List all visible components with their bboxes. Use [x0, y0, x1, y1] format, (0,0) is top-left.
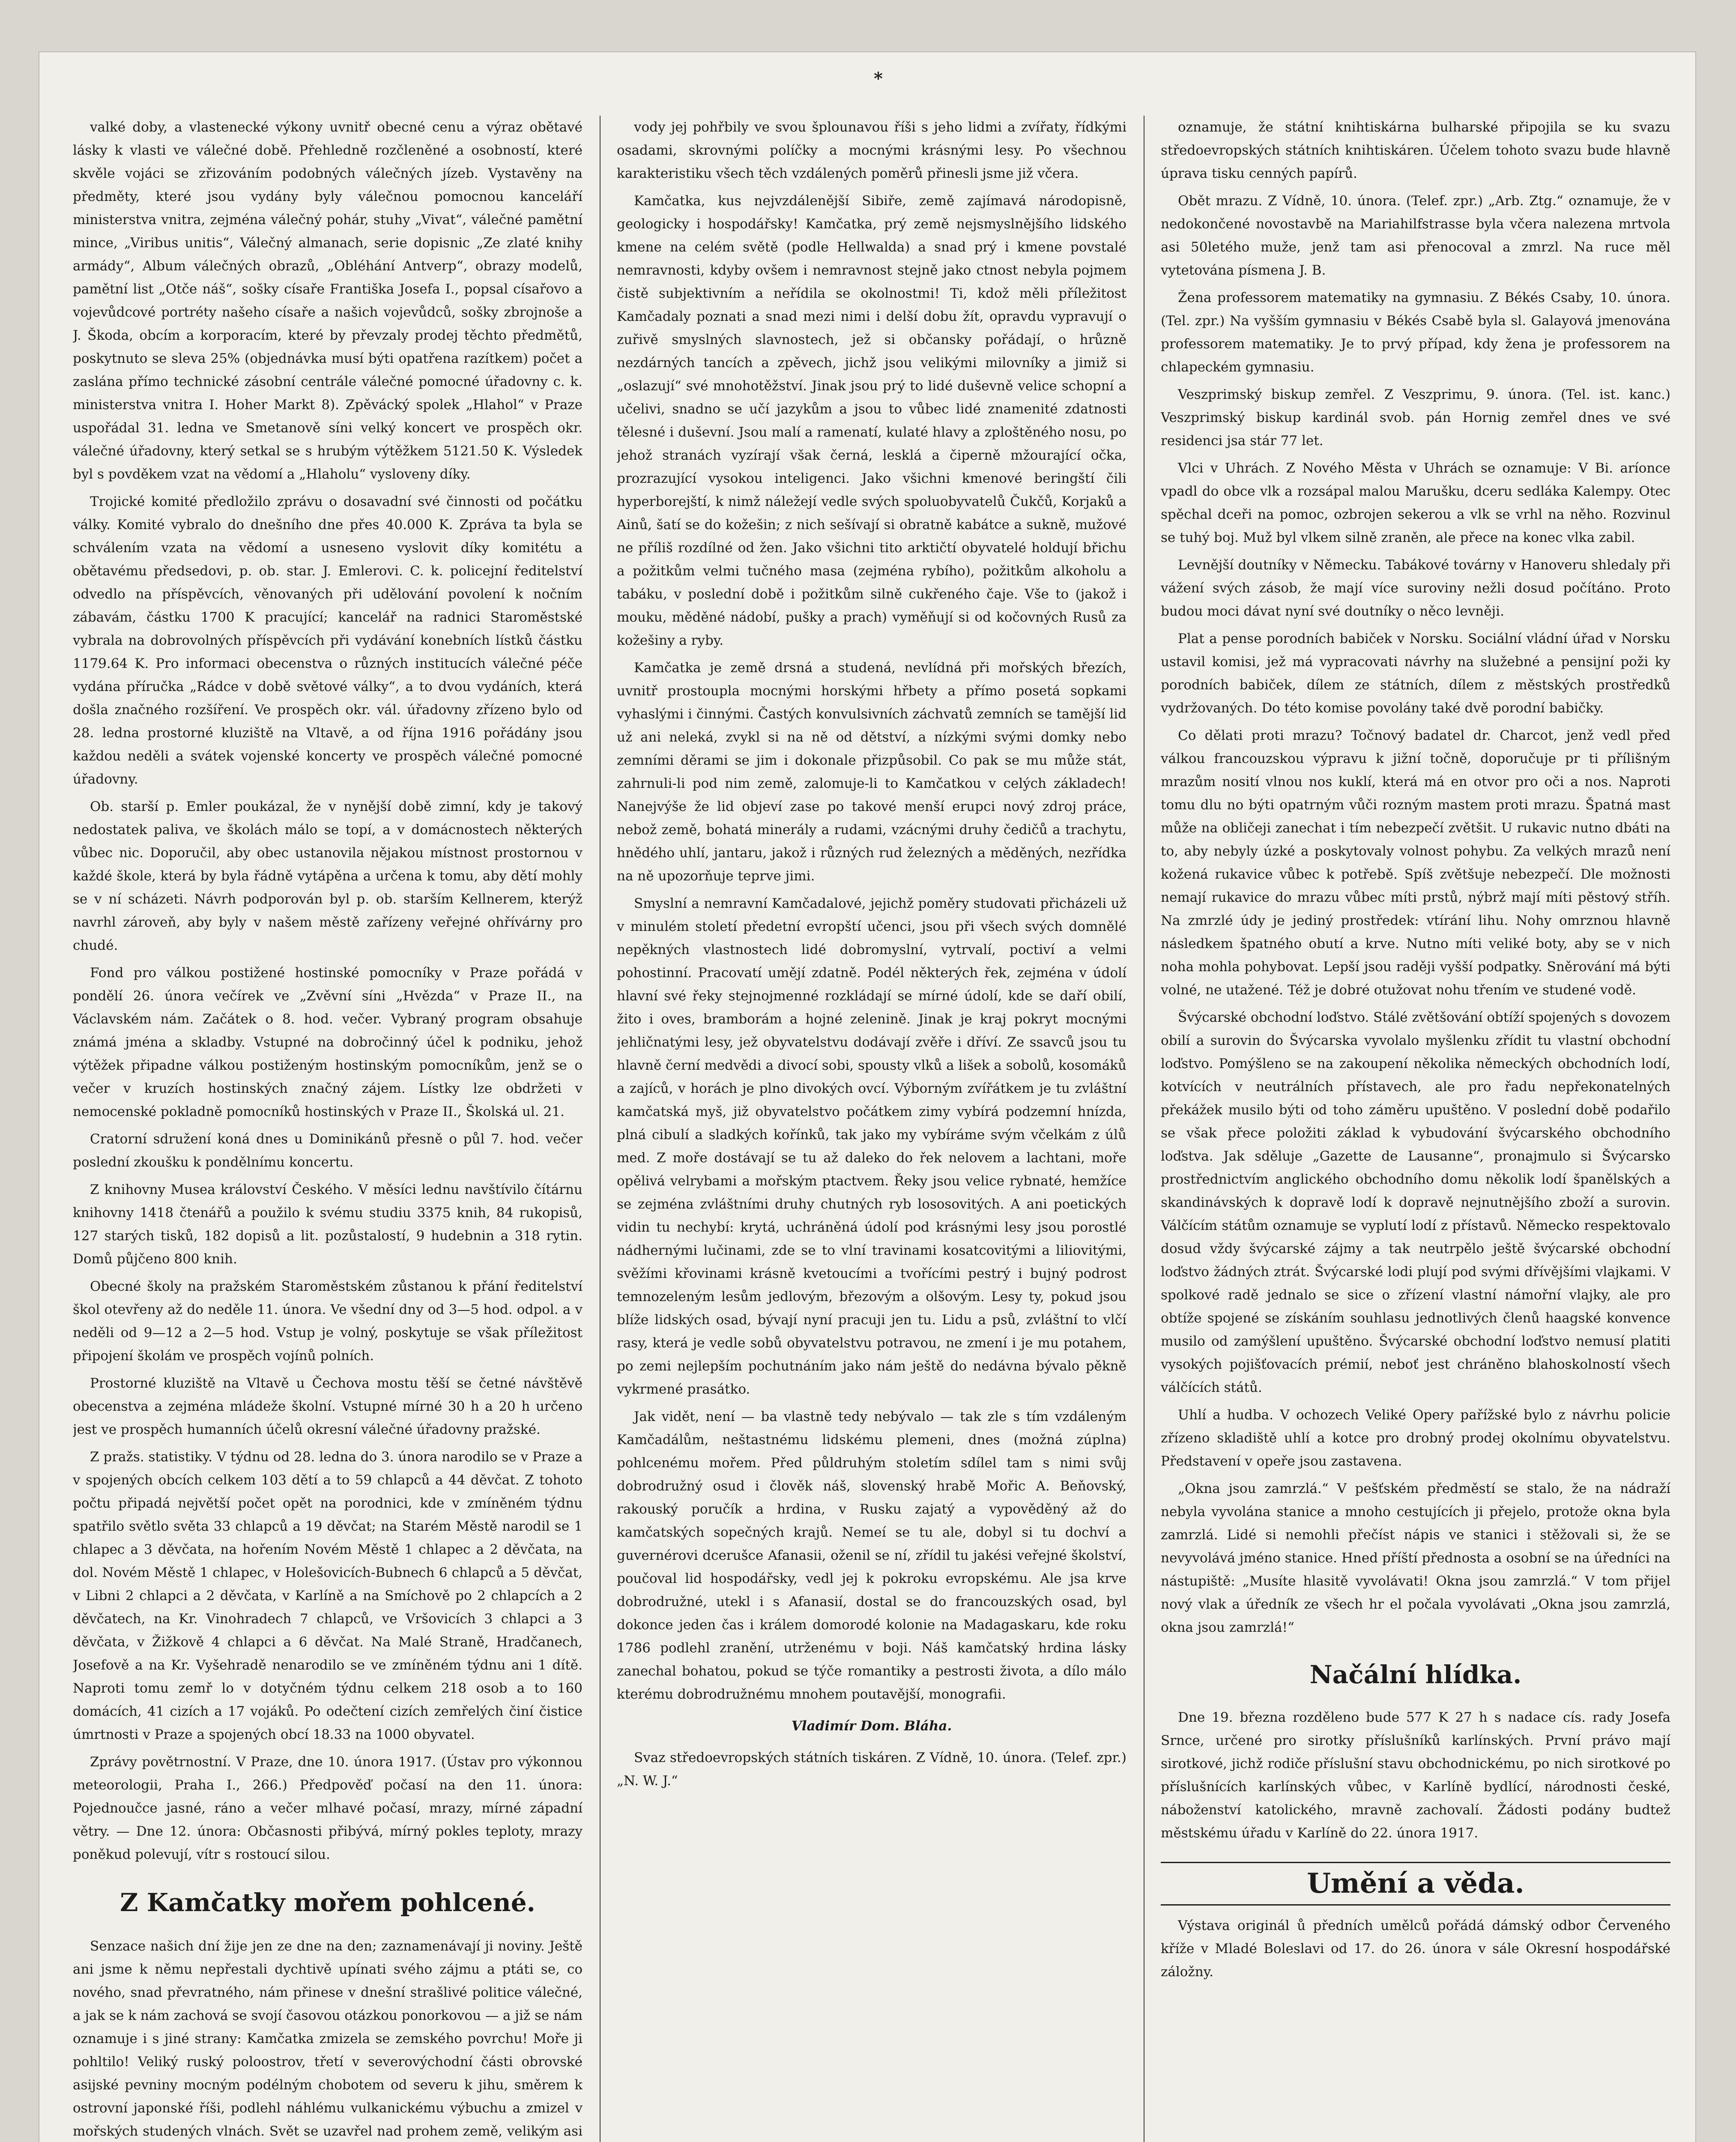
newspaper-page [39, 51, 1696, 2142]
section-heading: Načální hlídka. [1309, 1660, 1522, 1689]
column-3 [1161, 116, 1670, 2142]
paragraph: Veszprimský biskup zemřel. Z Veszprimu, 9. února. (Tel. ist. kanc.) Veszprimský biskup kardinál svob. pán Hornig zemřel dnes ve své residenci jsa stár 77 let. [1161, 387, 1670, 449]
paragraph: valké doby, a vlastenecké výkony uvnitř obecné cenu a výraz obětavé lásky k vlasti ve válečné době. Přehledně rozčleněné a osobností, které skvěle vojáci se zřizováním podobných válečných jízeb. Vystavěny na předměty, které jsou vydány byly válečnou pomocnou kanceláří ministerstva vnitra, zejména válečný pohár, stuhy „Vivat“, válečné pamětní mince, „Viribus unitis“, Válečný almanach, serie dopisnic „Ze zlaté knihy armády“, Album válečných obrazů, „Obléhání Antverp“, obrazy modelů, pamětní list „Otče náš“, sošky císaře Františka Josefa I., popsal císařovo a vojevůdcové portréty našeho císaře a našich vojevůdců, sošky zbrojnoše a J. Škoda, obcím a korporacím, které by převzaly prodej těchto předmětů, poskytnuto se sleva 25% (objednávka musí býti opatřena razítkem) počet a zaslána přímo technické zásobní centrále válečné pomocné úřadovny c. k. ministerstva vnitra I. Hoher Markt 8). Zpěvácký spolek „Hlahol“ v Praze uspořádal 31. ledna ve Smetanově síni velký koncert ve prospěch okr. válečné úřadovny, který setkal se s hrubým výtěžkem 5121.50 K. Výsledek byl s povděkem vzat na vědomí a „Hlaholu“ vysloveny díky. [73, 120, 583, 482]
paragraph: Kamčatka je země drsná a studená, nevlídná při mořských březích, uvnitř prostoupla mocnými horskými hřbety a přímo posetá sopkami vyhaslými i činnými. Častých konvulsivních záchvatů zemních se tamější lid už ani neleká, zvykl si na ně od dětství, a nízkými svými domky nebo zemními děrami se jim i dokonale přizpůsobil. Co pak se mu může stát, zahrnuli-li pod nim země, zalomuje-li to Kamčatkou v celých základech! Nanejvýše že lid objeví zase po takové menší erupci nový zdroj práce, nebož země, bohatá minerály a rudami, vzácnými druhy čedičů a trachytu, hnědého uhlí, jantaru, jakož i různých rud železných a měděných, nezřídka na ně upozorňuje teprve jimi. [617, 660, 1126, 884]
article-signature: Vladimír Dom. Bláha. [791, 1718, 952, 1734]
paragraph: vody jej pohřbily ve svou šplounavou říši s jeho lidmi a zvířaty, řídkými osadami, skrovnými políčky a mocnými krásnými lesy. Po všechnou karakteristiku všech těch vzdálených poměrů přinesli jsme již včera. [617, 120, 1126, 181]
paragraph: Švýcarské obchodní loďstvo. Stálé zvětšování obtíží spojených s dovozem obilí a surovin do Švýcarska vyvolalo myšlenku zřídit tu vlastní obchodní loďstvo. Pomýšleno se na zakoupení několika německých obchodních lodí, kotvících v neutrálních přístavech, ale pro řadu nepřekonatelných překážek musilo býti od toho záměru upuštěno. V poslední době podařilo se však přece položiti základ k vybudování švýcarského obchodního loďstva. Jak sděluje „Gazette de Lausanne“, pronajmulo si Švýcarsko prostřednictvím anglického obchodního domu několik lodí španělských a skandinávských k dopravě lodí k dopravě nejnutnějšího zboží a surovin. Válčícím státům oznamuje se vyplutí lodí z přístavů. Německo respektovalo dosud vždy švýcarské zájmy a tak neutrpělo ještě švýcarské obchodní loďstvo žádných ztrát. Švýcarské lodi plují pod svými dřívějšími vlajkami. V spolkové radě jednalo se sice o zřízení vlastní námořní vlajky, ale pro obtíže spojené se získáním souhlasu jednotlivých členů haagské konvence musilo od zamýšlení upuštěno. Švýcarské obchodní loďstvo nemusí platiti vysokých pojišťovacích prémií, neboť jest chráněno blahoskolností všech válčících států. [1161, 1010, 1670, 1395]
paragraph: Obět mrazu. Z Vídně, 10. února. (Telef. zpr.) „Arb. Ztg.“ oznamuje, že v nedokončené novostavbě na Mariahilfstrasse byla včera nalezena mrtvola asi 50letého muže, jenž tam asi přenocoval a zmrzl. Na ruce měl vytetována písmena J. B. [1161, 193, 1670, 278]
paragraph: Prostorné kluziště na Vltavě u Čechova mostu těší se četné návštěvě obecenstva a zejména mládeže školní. Vstupné mírné 30 h a 20 h určeno jest ve prospěch humanních účelů okresní válečné úřadovny pražské. [73, 1376, 583, 1437]
paragraph: Trojické komité předložilo zprávu o dosavadní své činnosti od počátku války. Komité vybralo do dnešního dne přes 40.000 K. Zpráva ta byla se schválením vzata na vědomí a usneseno vyslovit díky komitétu a obětavému předsedovi, p. ob. star. J. Emlerovi. C. k. policejní ředitelství odvedlo na příspěvcích, věnovaných při udělování povolení k nočním zábavám, částku 1700 K pracující; kancelář na radnici Staroměstské vybrala na dobrovolných příspěvcích při vydávání konebních lístků částku 1179.64 K. Pro informaci obecenstva o různých institucích válečné péče vydána příručka „Rádce v době světové války“, a to dvou vydáních, která došla značného rozšíření. Ve prospěch okr. vál. úřadovny zřízeno bylo od 28. ledna prostorné kluziště na Vltavě, a od října 1916 pořádány jsou každou neděli a svátek vojenské koncerty ve prospěch válečné pomocné úřadovny. [73, 494, 583, 787]
paragraph: Jak vidět, není — ba vlastně tedy nebývalo — tak zle s tím vzdáleným Kamčadálům, neštastnému lidskému plemeni, dnes (možná zúplna) pohlcenému mořem. Před půldruhým stoletím sdílel tam s nimi svůj dobrodružný osud i člověk náš, slovenský hrabě Mořic A. Beňovský, rakouský poručík a hrdina, v Rusku zajatý a vypověděný až do kamčatských sopečných krajů. Nemeí se tu ale, dobyl si tu dochví a guvernérovi dcerušce Afanasii, oženil se ní, zřídil tu jakési veřejné školství, poučoval lid hospodářsky, vedl jej k pokroku evropskému. Ale jsa krve dobrodružné, utekl i s Afanasií, dostal se do francouzských osad, byl dokonce jeden čas i králem domorodé kolonie na Madagaskaru, kde roku 1786 podlehl zranění, utrženému v boji. Náš kamčatský hrdina lásky zanechal bohatou, pokud se týče romantiky a pestrosti života, a dílo málo kterému dobrodružnému mnohem poutavější, monografii. [617, 1409, 1126, 1702]
paragraph: Svaz středoevropských státních tiskáren. Z Vídně, 10. února. (Telef. zpr.) „N. W. J.“ [617, 1750, 1126, 1789]
paragraph: Plat a pense porodních babiček v Norsku. Sociální vládní úřad v Norsku ustavil komisi, jež má vypracovati návrhy na služebné a pensijní poži ky porodních babiček, dílem ze státních, dílem z městských prostředků vydržovaných. Do této komise povolány také dvě porodní babičky. [1161, 631, 1670, 716]
section-heading: Umění a věda. [1161, 1862, 1670, 1906]
paragraph: Senzace našich dní žije jen ze dne na den; zaznamenávají ji noviny. Ještě ani jsme k němu nepřestali dychtivě upínati svého zájmu a ptáti se, co nového, snad převratného, nám přinese v dnešní strašlivé politice válečné, a jak se k nám zachová se svojí časovou otázkou ponorkovou — a již se nám oznamuje i s jiné strany: Kamčatka zmizela se zemského povrchu! Moře ji pohltilo! Veliký ruský poloostrov, třetí v severovýchodní části obrovské asijské pevniny mocným podélným chobotem od severu k jihu, směrem k ostrovní japonské říši, podlehl náhlému vulkanickému výbuchu a zmizel v mořských studených vlnách. Svět se uzavřel nad prohem země, velikým asi [73, 1939, 583, 2139]
paragraph: Dne 19. března rozděleno bude 577 K 27 h s nadace cís. rady Josefa Srnce, určené pro sirotky příslušníků karlínských. První právo mají sirotkové, jichž rodiče příslušní stavu obchodnickému, po nich sirotkové po příslušnících karlínských vůbec, v Karlíně bydlící, národnosti české, náboženství katolického, mravně zachovalí. Žádosti podány budtež městskému úřadu v Karlíně do 22. února 1917. [1161, 1710, 1670, 1841]
paragraph: Výstava originál ů předních umělců pořádá dámský odbor Červeného kříže v Mladé Boleslavi od 17. do 26. února v sále Okresní hospodářské záložny. [1161, 1918, 1670, 1980]
paragraph: Obecné školy na pražském Staroměstském zůstanou k přání ředitelství škol otevřeny až do neděle 11. února. Ve všední dny od 3—5 hod. odpol. a v neděli od 9—12 a 2—5 hod. Vstup je volný, poskytuje se však příležitost připojení školám ve prospěch vojínů polních. [73, 1279, 583, 1364]
paragraph: Kamčatka, kus nejvzdálenější Sibiře, země zajímavá národopisně, geologicky i hospodářsky! Kamčatka, prý země nejsmyslnějšího lidského kmene na celém světě (podle Hellwalda) a snad prý i kmene povstalé nemravnosti, kdyby ovšem i nemravnost stejně jako ctnost nebyla pojmem čistě subjektivním a neřídila se okolnostmi! Ti, kdož měli příležitost Kamčadaly poznati a snad mezi nimi i delší dobu žít, opravdu vypravují o zuřivě smyslných slavnostech, jež si občansky pořádají, o hrůzně nezdárných tancích a zpěvech, jichž jsou velikými milovníky a jimiž si „oslazují“ své mnohotěžství. Jinak jsou prý to lidé duševně velice schopní a učelivi, snadno se učí jazykům a jsou to vůbec lidé znamenité zdatnosti tělesné i duševní. Jsou malí a ramenatí, kulaté hlavy a zploštěného nosu, po jehož stranách vyzírají však černá, lesklá a čiperně mžourající očka, prozrazující vysokou inteligenci. Jako všichni kmenové beringští čili hyperborejští, k nimž náležejí vedle svých spoluobyvatelů Čukčů, Korjaků a Ainů, šatí se do kožešin; z nich sešívají si obratně kabátce a sukně, mužové ne příliš rozdílné od žen. Jako všichni tito arktičtí obyvatelé holdují břichu a požitkům velmi tučného masa (zejména rybího), požitkům alkoholu a tabáku, v poslední době i požitkům silně cukřeného čaje. Vše to (jakož i mouku, měděné nádobí, pušky a prach) vyměňují si od kočovných Rusů za kožešiny a ryby. [617, 193, 1126, 648]
paragraph: Zprávy povětrnostní. V Praze, dne 10. února 1917. (Ústav pro výkonnou meteorologii, Praha I., 266.) Předpověď počasí na den 11. února: Pojednoučce jasné, ráno a večer mlhavé počasí, mrazy, mírné západní větry. — Dne 12. února: Občasnosti přibývá, mírný pokles teploty, mrazy poněkud polevují, vítr s rostoucí silou. [73, 1754, 583, 1862]
paragraph: Z knihovny Musea království Českého. V měsíci lednu navštívilo čítárnu knihovny 1418 čtenářů a použilo k svému studiu 3375 knih, 84 rukopisů, 127 starých tisků, 182 dopisů a lit. pozůstalostí, 9 hudebnin a 318 rytin. Domů půjčeno 800 knih. [73, 1182, 583, 1267]
paragraph: Žena professorem matematiky na gymnasiu. Z Békés Csaby, 10. února. (Tel. zpr.) Na vyšším gymnasiu v Békés Csabě byla sl. Galayová jmenována professorem matematiky. Je to prvý případ, kdy žena je professorem na chlapeckém gymnasiu. [1161, 290, 1670, 375]
paragraph: Vlci v Uhrách. Z Nového Města v Uhrách se oznamuje: V Bi. aríonce vpadl do obce vlk a rozsápal malou Marušku, dceru sedláka Kalempy. Otec spěchal dceři na pomoc, ozbrojen sekerou a vlk se vrhl na něho. Rozvinul se tuhý boj. Muž byl vlkem silně zraněn, ale přece na konec vlka zabil. [1161, 461, 1670, 545]
paragraph: oznamuje, že státní knihtiskárna bulharské připojila se ku svazu středoevropských státních knihtiskáren. Účelem tohoto svazu bude hlavně úprava tisku cenných papírů. [1161, 120, 1670, 181]
paragraph: Co dělati proti mrazu? Točnový badatel dr. Charcot, jenž vedl před válkou francouzskou výpravu k jižní točně, doporučuje pr ti přílišným mrazům nosití vlnou nos kuklí, která má en otvor pro oči a nos. Naproti tomu dlu no býti opatrným vůči rozným mastem proti mrazu. Špatná mast může na obličeji zanechat i tím nebezpečí zvětšit. U rukavic nutno dbáti na to, aby nebyly úzké a poskytovaly volnost pohybu. Za velkých mrazů není kožená rukavice vůbec k potřebě. Spíš zvětšuje nebezpečí. Dle možnosti nemají rukavice do mrazu vůbec míti prstů, nýbrž mají míti pěstový stříh. Na zmrzlé údy je jediný prostředek: vtírání lihu. Nohy omrznou hlavně následkem špatného obutí a krve. Nutno míti veliké boty, aby se v nich noha mohla pohybovat. Lepší jsou raději vyšší podpatky. Sněrování má býti volné, ne utažené. Též je dobré otužovat nohu třením ve studené vodě. [1161, 728, 1670, 998]
column-1 [73, 116, 583, 2142]
column-2 [617, 116, 1126, 2142]
paragraph: Z pražs. statistiky. V týdnu od 28. ledna do 3. února narodilo se v Praze a v spojených obcích celkem 103 dětí a to 59 chlapců a 44 děvčat. Z tohoto počtu připadá největší počet opět na porodnici, kde v zmíněném týdnu spatřilo světlo světa 33 chlapců a 19 děvčat; na Starém Městě narodil se 1 chlapec a 3 děvčata, na hořením Novém Městě 1 chlapec a 2 děvčata, na dol. Novém Městě 1 chlapec, v Holešovicích-Bubnech 6 chlapců a 5 děvčat, v Libni 2 chlapci a 2 děvčata, v Karlíně a na Smíchově po 2 chlapcích a 2 děvčatech, na Kr. Vinohradech 7 chlapců, ve Vršovicích 3 chlapci a 3 děvčata, v Žižkově 4 chlapci a 6 děvčat. Na Malé Straně, Hradčanech, Josefově a na Kr. Vyšehradě nenarodilo se ve zmíněném týdnu ani 1 dítě. Naproti tomu zemř lo v dotyčném týdnu celkem 218 osob a to 160 domácích, 41 cizích a 17 vojáků. Po odečtení cizích zemřelých činí čistice úmrtnosti v Praze a spojených obcí 18.33 na 1000 obyvatel. [73, 1449, 583, 1742]
paragraph: Ob. starší p. Emler poukázal, že v nynější době zimní, kdy je takový nedostatek paliva, ve školách málo se topí, a v domácnostech některých vůbec nic. Doporučil, aby obec ustanovila nějakou místnost prostornou v každé škole, která by byla řádně vytápěna a určena k tomu, aby dětí mohly se v ní scházeti. Návrh podporován byl p. ob. starším Kellnerem, kterýž navrhl zároveň, aby byly v našem městě zařízeny veřejné ohřívárny pro chudé. [73, 799, 583, 953]
article-heading: Z Kamčatky mořem pohlcené. [120, 1888, 535, 1917]
paragraph: Fond pro válkou postižené hostinské pomocníky v Praze pořádá v pondělí 26. února večírek ve „Zvěvní síni „Hvězda“ v Praze II., na Václavském nám. Začátek o 8. hod. večer. Vybraný program obsahuje známá jména a skladby. Vstupné na dobročinný účel k podniku, jehož výtěžek připadne válkou postiženým hostinským pomocníkům, jenž se o večer v kruzích hostinských značný zájem. Lístky lze obdržeti v nemocenské pokladně pomocníků hostinských v Praze II., Školská ul. 21. [73, 965, 583, 1119]
page-marker: * [874, 69, 883, 89]
paragraph: Smyslní a nemravní Kamčadalové, jejichž poměry studovati přicházeli už v minulém století předetní evropští učenci, jsou při všech svých domnělé nepěkných vlastnostech lidé dobromyslní, vytrvalí, poctiví a velmi pohostinní. Pracovatí umějí zdatně. Podél některých řek, zejména v údolí hlavní své řeky stejnojmenné rozkládají se mírné údolí, kde se daří obilí, žito i oves, bramborám a hojné zelenině. Jinak je kraj pokryt mocnými jehličnatými lesy, jež obyvatelstvu dodávají zvěře i dříví. Ze ssavců jsou tu hlavně černí medvědi a divocí sobi, spousty vlků a lišek a sobolů, kosomáků a zajíců, v horách je plno divokých ovcí. Výborným zvířátkem je tu zvláštní kamčatská myš, již obyvatelstvo počátkem zimy vybírá podzemní hnízda, plná cibulí a sladkých kořínků, tak jako my vybíráme svým včelkám z úlů med. Z moře dostávají se tu až daleko do řek nelovem a lachtani, moře opělivá velrybami a mořským ptactvem. Řeky jsou velice rybnaté, hemžíce se zejména zvláštními druhy chutných ryb lososovitých. A ani poetických vidin tu nechybí: krytá, uchráněná údolí pod krásnými lesy jsou porostlé nádhernými lučinami, zde se to vlní travinami kosatcovitými a liliovitými, svěžími křovinami krásně kvetoucími a tvořícími pestrý i bujný podrost temnozeleným lesům jedlovým, březovým a olšovým. Lesy ty, pokud jsou blíže lidských osad, bývají nyní pracuji jen tu. Lidu a psů, zvláštní to vlčí rasy, která je vedle sobů obyvatelstvu potravou, ne zmení i je mu potahem, po zemi nejlepším pochutnáním jako nám ještě do nedávna bývalo pěkně vykrmené prasátko. [617, 896, 1126, 1397]
paragraph: Levnější doutníky v Německu. Tabákové továrny v Hanoveru shledaly při vážení svých zásob, že mají více suroviny nežli dosud počítáno. Proto budou moci dávat nyní své doutníky o něco levněji. [1161, 557, 1670, 619]
paragraph: Cratorní sdružení koná dnes u Dominikánů přesně o půl 7. hod. večer poslední zkoušku k pondělnímu koncertu. [73, 1131, 583, 1170]
paragraph: Uhlí a hudba. V ochozech Veliké Opery pařížské bylo z návrhu policie zřízeno skladiště uhlí a kotce pro drobný prodej okolnímu obyvatelstvu. Představení v opeře jsou zastavena. [1161, 1407, 1670, 1469]
paragraph: „Okna jsou zamrzlá.“ V pešťském předměstí se stalo, že na nádraží nebyla vyvolána stanice a mnoho cestujících ji přejelo, protože okna byla zamrzlá. Lidé si nemohli přečíst nápis ve stanici i stěžovali si, že se nevyvolává jméno stanice. Hned příští přednosta a osobní se na úředníci na nástupiště: „Musíte hlasitě vyvolávati! Okna jsou zamrzlá.“ V tom přijel nový vlak a úředník ze všech hr el počala vyvolávati „Okna jsou zamrzlá, okna jsou zamrzlá!“ [1161, 1481, 1670, 1635]
column-divider [600, 116, 601, 2142]
